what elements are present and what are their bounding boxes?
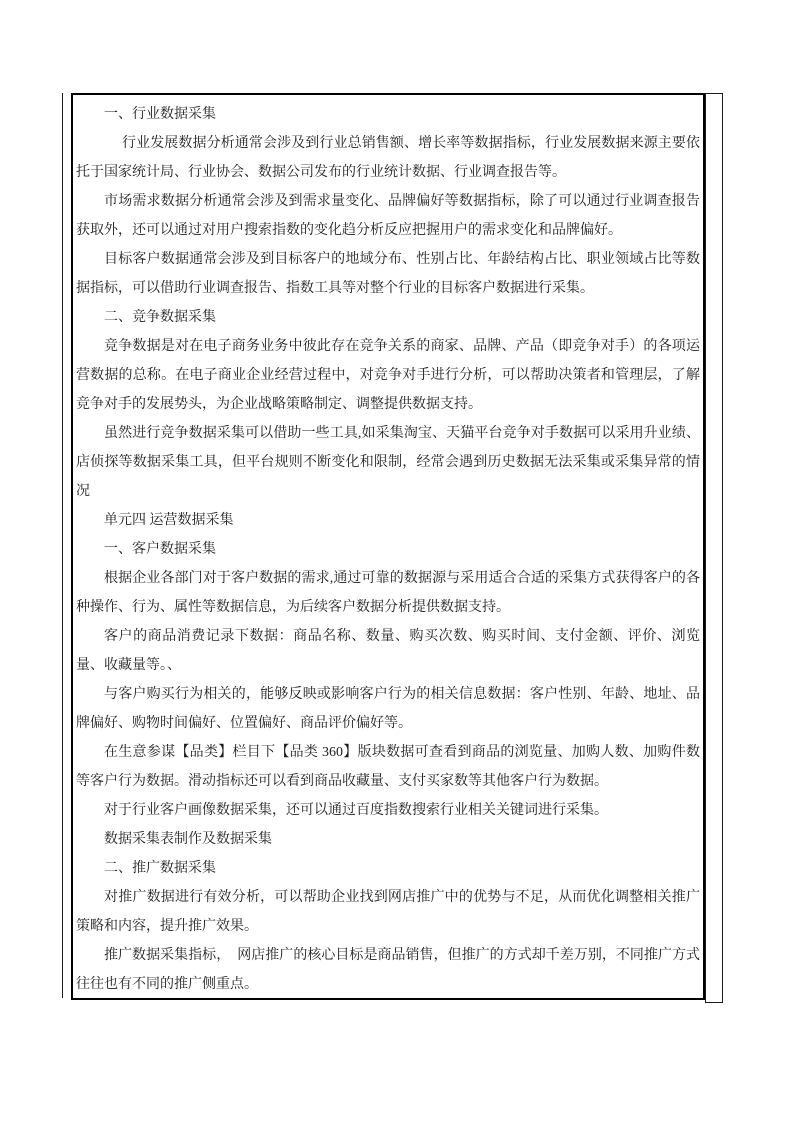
table-side-cell-empty [705, 93, 723, 1003]
section-heading: 一、客户数据采集 [104, 542, 216, 557]
body-paragraph: 竞争数据是对在电子商务业务中彼此存在竞争关系的商家、品牌、产品（即竞争对手）的各项运营数据的总称。在电子商业企业经营过程中，对竞争对手进行分析，可以帮助决策者和管理层，了解竞争对手的发展势头，为企业战略策略制定、调整提供数据支持。 [76, 339, 700, 412]
body-paragraph: 市场需求数据分析通常会涉及到需求量变化、品牌偏好等数据指标，除了可以通过行业调查报告获取外，还可以通过对用户搜索指数的变化趋分析反应把握用户的需求变化和品牌偏好。 [76, 194, 700, 238]
section-heading: 二、推广数据采集 [104, 861, 216, 876]
body-paragraph: 对推广数据进行有效分析，可以帮助企业找到网店推广中的优势与不足，从而优化调整相关推广策略和内容，提升推广效果。 [76, 890, 700, 934]
section-heading: 单元四 运营数据采集 [104, 513, 234, 528]
body-paragraph: 对于行业客户画像数据采集，还可以通过百度指数搜索行业相关关键词进行采集。 [104, 803, 608, 818]
section-heading: 二、竞争数据采集 [104, 310, 216, 325]
body-paragraph: 在生意参谋【品类】栏目下【品类 360】版块数据可查看到商品的浏览量、加购人数、加购件数等客户行为数据。滑动指标还可以看到商品收藏量、支付买家数等其他客户行为数据。 [76, 745, 700, 789]
body-paragraph: 行业发展数据分析通常会涉及到行业总销售额、增长率等数据指标，行业发展数据来源主要依托于国家统计局、行业协会、数据公司发布的行业统计数据、行业调查报告等。 [76, 136, 700, 180]
body-paragraph: 推广数据采集指标， 网店推广的核心目标是商品销售，但推广的方式却千差万别，不同推广方式往往也有不同的推广侧重点。 [76, 948, 700, 992]
section-heading: 数据采集表制作及数据采集 [104, 832, 272, 847]
body-paragraph: 与客户购买行为相关的，能够反映或影响客户行为的相关信息数据：客户性别、年龄、地址、品牌偏好、购物时间偏好、位置偏好、商品评价偏好等。 [76, 687, 700, 731]
document-content-cell [71, 93, 705, 1000]
section-heading: 一、行业数据采集 [104, 107, 216, 122]
body-paragraph: 目标客户数据通常会涉及到目标客户的地域分布、性别占比、年龄结构占比、职业领域占比等数据指标，可以借助行业调查报告、指数工具等对整个行业的目标客户数据进行采集。 [76, 252, 700, 296]
body-paragraph: 客户的商品消费记录下数据：商品名称、数量、购买次数、购买时间、支付金额、评价、浏览量、收藏量等。、 [76, 629, 700, 673]
body-paragraph: 根据企业各部门对于客户数据的需求,通过可靠的数据源与采用适合合适的采集方式获得客户的各种操作、行为、属性等数据信息，为后续客户数据分析提供数据支持。 [76, 571, 700, 615]
table-left-grid-line [62, 93, 63, 998]
body-paragraph: 虽然进行竞争数据采集可以借助一些工具,如采集淘宝、天猫平台竞争对手数据可以采用升业绩、店侦探等数据采集工具，但平台规则不断变化和限制，经常会遇到历史数据无法采集或采集异常的情况 [76, 426, 700, 499]
